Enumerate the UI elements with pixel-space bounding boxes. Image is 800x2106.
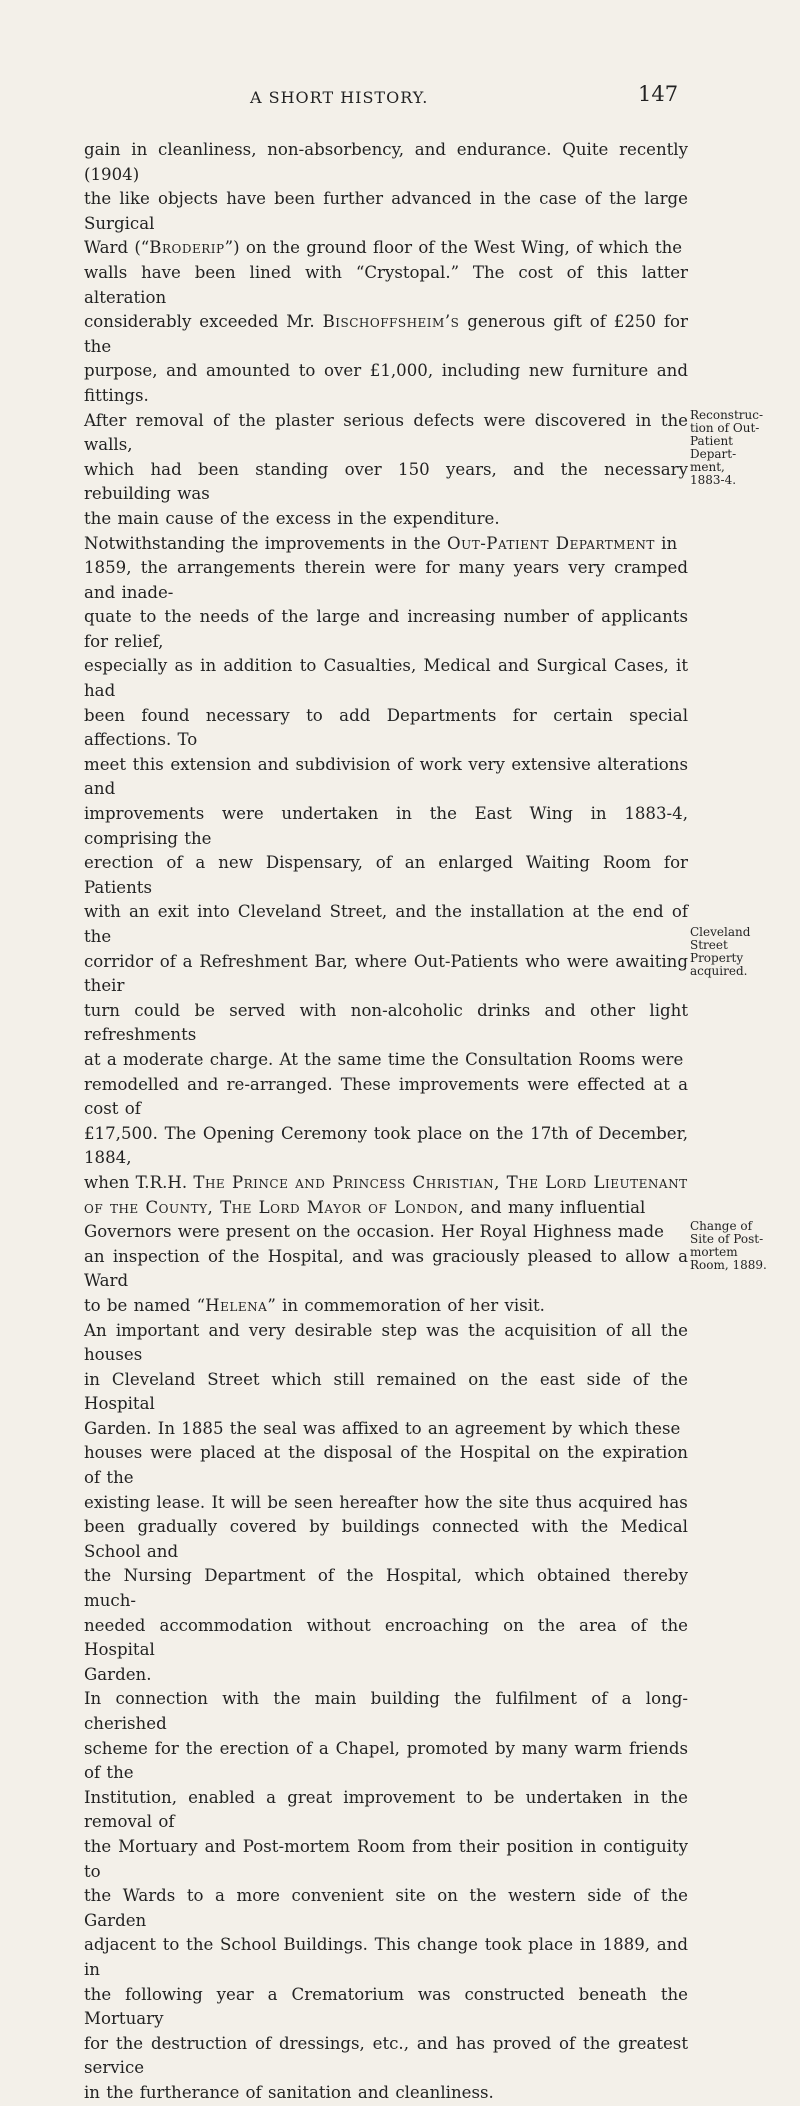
paragraph-4: In connection with the main building the fulfilment of a long-cherished scheme for the erection of a Chapel, promoted by many warm friends of the Institution, enabled a great improvement to be undertaken in the removal of the Mortuary and Post-mortem Room from their position in contiguity to the Wards to a more convenient site on the western side of the Garden adjacent to the School Buildings. This change took place in 1889, and in the following year a Crematorium was constructed beneath the Mortuary for the destruction of dressings, etc., and has proved of the greatest service in the furtherance of sanitation and cleanliness. xyxy=(84,1689,688,2102)
paragraph-3: An important and very desirable step was the acquisition of all the houses in Cleveland Street which still remained on the east side of the Hospital Garden. In 1885 the seal was affixed to an agreement by which these houses were placed at the disposal of the Hospital on the expiration of the existing lease. It will be seen hereafter how the site thus acquired has been gradually covered by buildings connected with the Medical School and the Nursing Department of the Hospital, which obtained thereby much- needed accommodation without encroaching on the area of the Hospital Garden. xyxy=(84,1320,688,1684)
p2-text-c: and many influential Governors were present on the occasion. Her Royal Highness made an inspection of the Hospital, and was graciously pleased to allow a Ward to be named “ xyxy=(84,1197,688,1315)
p2-smallcaps-dignitaries: The Prince and Princess Christian, The Lord Lieutenant of the County, The Lord Mayor of London, xyxy=(84,1172,688,1217)
p1-text-c: generous gift of £250 for the purpose, and amounted to over £1,000, including new furniture and fittings. After removal of the plaster serious defects were discovered in the walls, which had been standing over 150 years, and the necessary rebuilding was the main cause of the excess in the expenditure. xyxy=(84,312,688,528)
p1-smallcaps-bischoffsheim: Bischoffsheim’s xyxy=(322,312,460,332)
p2-text-a: Notwithstanding the improvements in the xyxy=(84,533,447,553)
p1-text-b: ”) on the ground floor of the West Wing, of which the walls have been lined with “Crystopal.” The cost of this latter alteration considerably exceeded Mr. xyxy=(84,238,688,332)
paragraph-2 xyxy=(84,532,688,1319)
page-number: 147 xyxy=(638,82,679,106)
sidenote-cleveland: Cleveland Street Property acquired. xyxy=(690,925,751,978)
main-text xyxy=(84,138,688,2106)
page-header xyxy=(0,80,800,110)
p2-smallcaps-outpatient: Out-Patient Department xyxy=(446,533,655,553)
p1-smallcaps-broderip: Broderip xyxy=(149,238,225,258)
paragraph-1 xyxy=(84,138,688,532)
p1-text-a: gain in cleanliness, non-absorbency, and endurance. Quite recently (1904) the like objects have been further advanced in the case of the large Surgical Ward (“ xyxy=(84,140,688,258)
p2-smallcaps-helena: Helena xyxy=(205,1295,268,1315)
p2-text-b: in 1859, the arrangements therein were for many years very cramped and inade- quate to the needs of the large and increasing number of applicants for relief, especially as in addition to Casualties, Medical and Surgical Cases, it had been found necessary to add Departments for certain special affections. To meet this extension and subdivision of work very extensive alterations and improvements were undertaken in the East Wing in 1883-4, comprising the erection of a new Dispensary, of an enlarged Waiting Room for Patients with an exit into Cleveland Street, and the installation at the end of the corridor of a Refreshment Bar, where Out-Patients who were awaiting their turn could be served with non-alcoholic drinks and other light refreshments at a moderate charge. At the same time the Consultation Rooms were remodelled and re-arranged. These improvements were effected at a cost of £17,500. The Opening Ceremony took place on the 17th of December, 1884, when T.R.H. xyxy=(84,533,688,1192)
sidenote-postmortem: Change of Site of Post- mortem Room, 1889. xyxy=(690,1219,767,1272)
sidenote-reconstruction: Reconstruc- tion of Out- Patient Depart- ment, 1883-4. xyxy=(690,408,764,487)
p2-text-d: ” in commemoration of her visit. xyxy=(267,1295,545,1315)
running-head: A SHORT HISTORY. xyxy=(250,88,429,107)
